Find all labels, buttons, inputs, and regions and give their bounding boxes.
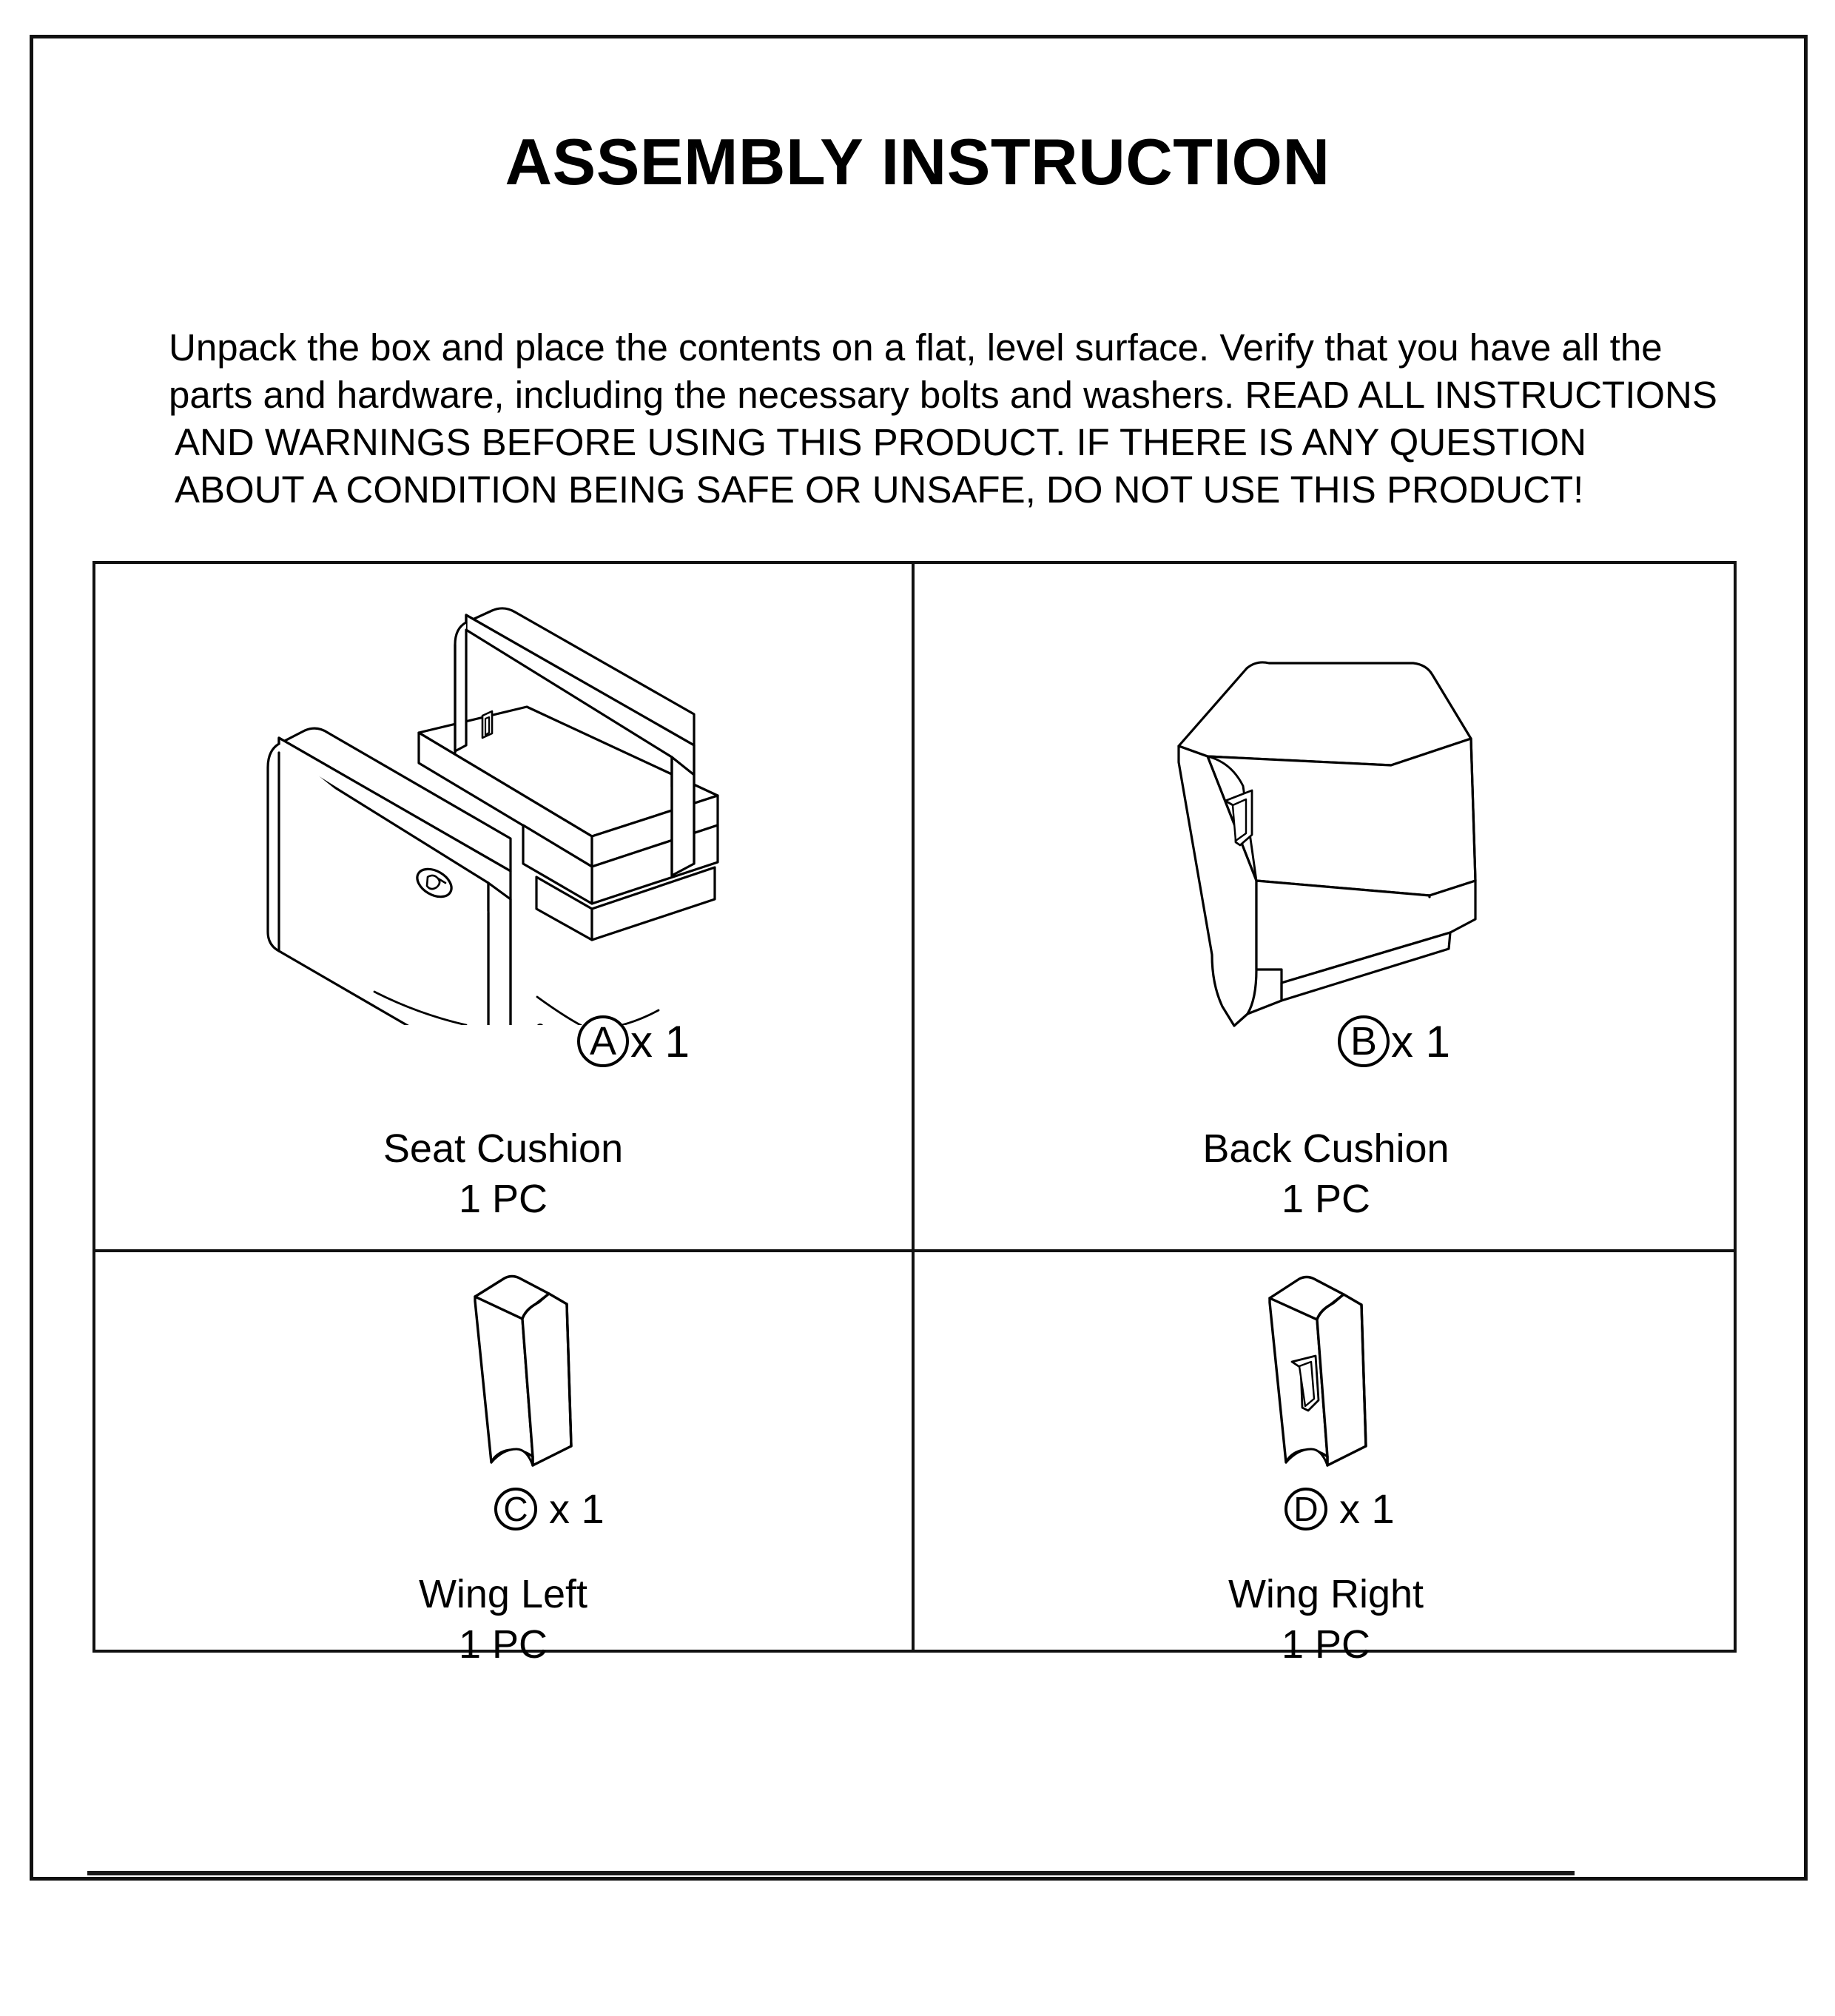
badge-qty-a: x 1 [630, 1016, 690, 1066]
badge-qty-c: x 1 [549, 1485, 605, 1532]
part-qty-b: 1 PC [1281, 1177, 1371, 1221]
intro-line-3: AND WARNINGS BEFORE USING THIS PRODUCT. IF THERE IS ANY QUESTION [175, 421, 1587, 463]
badge-letter-a: A [577, 1015, 629, 1067]
badge-qty-b: x 1 [1391, 1016, 1451, 1066]
intro-line-2: parts and hardware, including the necessary bolts and washers. READ ALL INSTRUCTIONS [169, 374, 1717, 416]
badge-letter-d: D [1284, 1488, 1327, 1531]
page-title: ASSEMBLY INSTRUCTION [505, 125, 1330, 198]
part-name-a: Seat Cushion [383, 1126, 624, 1171]
wing-right-illustration [1250, 1270, 1421, 1490]
back-cushion-illustration [1169, 659, 1517, 1032]
badge-letter-b: B [1338, 1015, 1390, 1067]
wing-left-illustration [459, 1271, 629, 1490]
part-name-d: Wing Right [1228, 1572, 1424, 1616]
badge-letter-c: C [494, 1488, 537, 1531]
seat-cushion-illustration [244, 581, 762, 1029]
part-badge-c [494, 1485, 605, 1533]
part-name-b: Back Cushion [1202, 1126, 1450, 1171]
part-qty-a: 1 PC [458, 1177, 548, 1221]
part-qty-d: 1 PC [1281, 1622, 1371, 1667]
part-caption-c [92, 1569, 914, 1670]
part-name-c: Wing Left [418, 1572, 588, 1616]
part-caption-a [92, 1123, 914, 1224]
footer-rule [87, 1871, 1575, 1875]
part-caption-b [915, 1123, 1737, 1224]
part-caption-d [915, 1569, 1737, 1670]
intro-line-1: Unpack the box and place the contents on a flat, level surface. Verify that you have all the [169, 326, 1663, 369]
part-badge-d [1284, 1485, 1395, 1533]
part-badge-a [577, 1015, 690, 1067]
intro-paragraph [169, 324, 1717, 514]
intro-line-4: ABOUT A CONDITION BEING SAFE OR UNSAFE, DO NOT USE THIS PRODUCT! [175, 468, 1584, 511]
part-qty-c: 1 PC [458, 1622, 548, 1667]
part-badge-b [1338, 1015, 1450, 1067]
badge-qty-d: x 1 [1339, 1485, 1395, 1532]
